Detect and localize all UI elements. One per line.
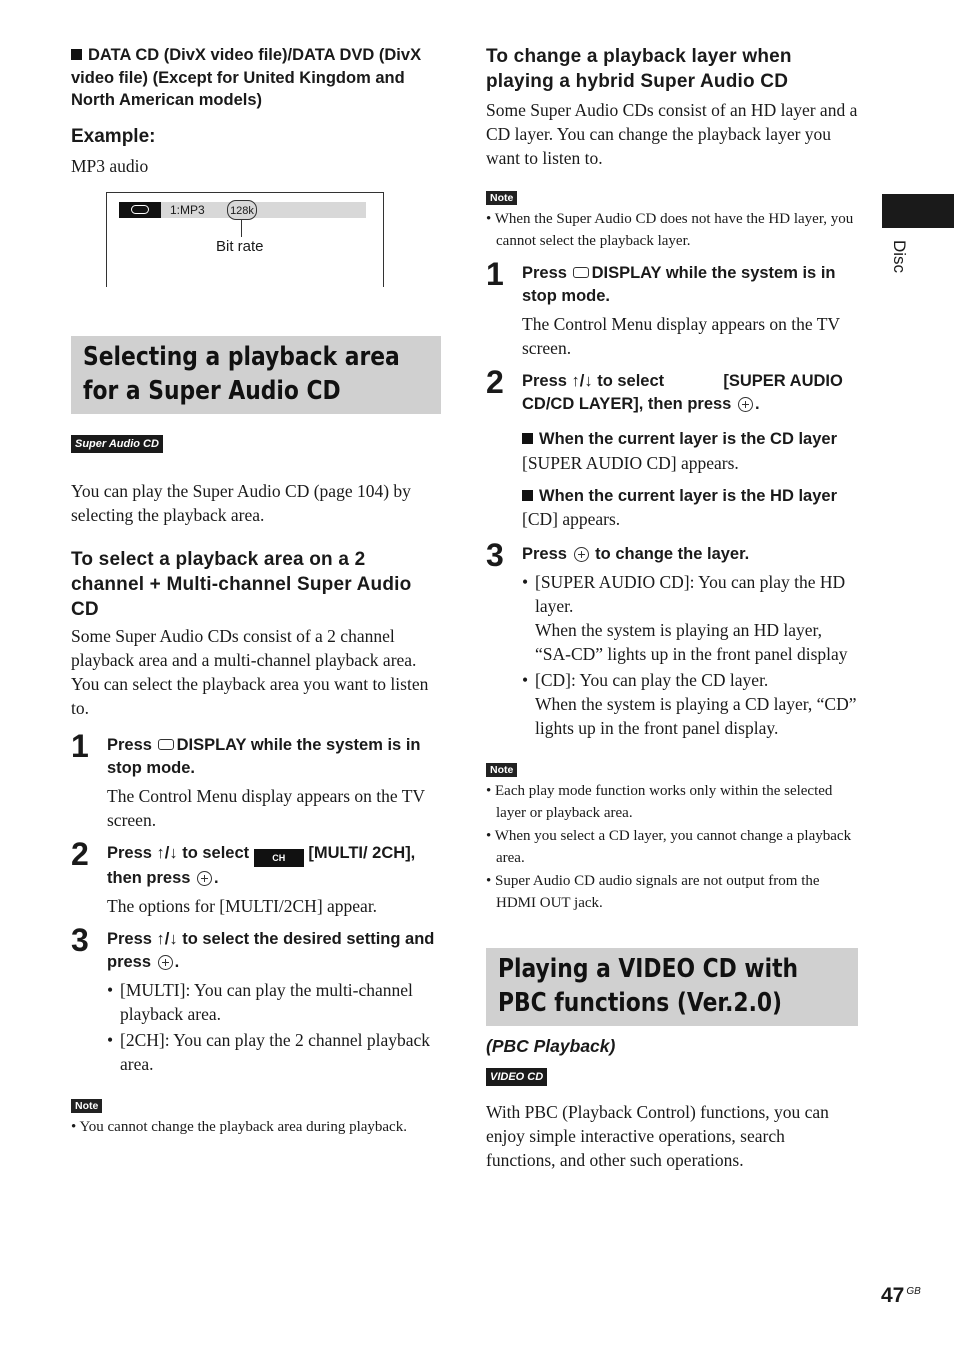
step-2-right [486, 364, 858, 531]
bitrate-caption: Bit rate [216, 237, 264, 255]
layer-intro: Some Super Audio CDs consist of an HD layer and a CD layer. You can change the playback layer you want to listen to. [486, 100, 858, 168]
hd-layer-body: [CD] appears. [522, 509, 621, 529]
subhead-select-area: To select a playback area on a 2 channel + Multi-channel Super Audio CD [71, 548, 412, 620]
section-title: Selecting a playback area for a Super Audio CD [83, 341, 400, 406]
pbc-label: (PBC Playback) [486, 1036, 616, 1056]
sacd-intro: You can play the Super Audio CD (page 104) by selecting the playback area. [71, 480, 411, 525]
step-2 [71, 835, 441, 918]
enter-button-icon [197, 871, 212, 886]
step-instruction: Press DISPLAY while the system is in stop mode. [107, 735, 421, 777]
enter-button-icon [738, 397, 753, 412]
step-instruction: Press ↑/↓ to select [SUPER AUDIO CD/CD LAYER], then press . [522, 372, 843, 413]
bullet-multi: • [MULTI]: You can play the multi-channel playback area. [107, 978, 441, 1026]
video-cd-logo: VIDEO CD [486, 1068, 547, 1086]
side-tab [882, 194, 954, 228]
example-label: Example: [71, 125, 156, 147]
step-1-right [486, 256, 858, 360]
cd-layer-body: [SUPER AUDIO CD] appears. [522, 452, 739, 473]
super-audio-cd-logo: Super Audio CD [71, 435, 163, 453]
side-label: Disc [890, 240, 909, 274]
note-item: • Super Audio CD audio signals are not output from the HDMI OUT jack. [486, 873, 820, 911]
bitrate-readout: 128k [227, 200, 257, 220]
section-vcd-header [486, 948, 858, 1026]
step-instruction: Press ↑/↓ to select CH [MULTI/ 2CH], then press . [107, 843, 416, 887]
example-text: MP3 audio [71, 155, 149, 176]
subhead-body: Some Super Audio CDs consist of a 2 channel playback area and a multi-channel playback area. You can select the playback area you want to listen to. [71, 625, 429, 718]
step-3 [71, 921, 441, 1076]
note-item: • Each play mode function works only within the selected layer or playback area. [486, 783, 833, 821]
left-column [71, 44, 441, 1138]
bullet-sacd: • [SUPER AUDIO CD]: You can play the HD layer. When the system is playing an HD layer, “SA-CD” lights up in the front panel display [522, 570, 858, 666]
multi-channel-icon: CH [254, 849, 304, 867]
disc-icon [119, 202, 161, 218]
track-readout: 1:MP3 [170, 202, 205, 217]
note-text: • When the Super Audio CD does not have the HD layer, you cannot select the playback layer. [486, 211, 854, 249]
step-number: 3 [486, 537, 504, 573]
step-3-right [486, 537, 858, 740]
enter-button-icon [574, 547, 589, 562]
step-number: 3 [71, 921, 89, 958]
square-bullet-icon [522, 490, 533, 501]
note-text: • You cannot change the playback area during playback. [71, 1118, 407, 1135]
vcd-logo-row [486, 1067, 858, 1086]
subhead-change-layer: To change a playback layer when playing a hybrid Super Audio CD [486, 46, 792, 92]
hd-layer-head: When the current layer is the HD layer [522, 485, 858, 508]
note-left [71, 1096, 441, 1138]
note-label: Note [486, 763, 517, 777]
step-number: 1 [71, 727, 89, 764]
step-instruction: Press DISPLAY while the system is in stop mode. [522, 264, 836, 305]
square-bullet-icon [71, 49, 82, 60]
callout-line [241, 220, 242, 237]
display-button-icon [158, 739, 174, 750]
enter-button-icon [158, 955, 173, 970]
sacd-logo-row [71, 434, 441, 453]
bullet-2ch: • [2CH]: You can play the 2 channel playback area. [107, 1028, 441, 1076]
step-instruction: Press to change the layer. [522, 545, 750, 563]
bitrate-figure [106, 192, 384, 288]
note-right-2 [486, 760, 858, 914]
step-number: 2 [486, 364, 504, 400]
note-label: Note [71, 1099, 102, 1113]
step-number: 1 [486, 256, 504, 292]
page-number: 47 $^{GB}$ [881, 1284, 921, 1307]
step-instruction: Press ↑/↓ to select the desired setting and press . [107, 929, 435, 971]
note-label: Note [486, 191, 517, 205]
step-result: The Control Menu display appears on the TV screen. [522, 314, 840, 358]
pbc-body: With PBC (Playback Control) functions, you can enjoy simple interactive operations, search functions, and other such operations. [486, 1102, 829, 1170]
square-bullet-icon [522, 433, 533, 444]
cd-layer-head: When the current layer is the CD layer [522, 428, 858, 451]
step-number: 2 [71, 835, 89, 872]
bullet-cd: • [CD]: You can play the CD layer. When the system is playing a CD layer, “CD” lights up in the front panel display. [522, 668, 858, 740]
heading-data-cd: DATA CD (DivX video file)/DATA DVD (DivX video file) (Except for United Kingdom and North American models) [71, 46, 422, 109]
step-result: The options for [MULTI/2CH] appear. [107, 895, 378, 916]
right-column [486, 44, 858, 1172]
step-1 [71, 727, 441, 832]
section-sacd-header [71, 336, 441, 414]
section-title: Playing a VIDEO CD with PBC functions (Ver.2.0) [498, 954, 799, 1018]
display-button-icon [573, 267, 589, 278]
note-item: • When you select a CD layer, you cannot change a playback area. [486, 828, 852, 866]
note-right-1 [486, 188, 858, 252]
step-result: The Control Menu display appears on the TV screen. [107, 785, 425, 830]
